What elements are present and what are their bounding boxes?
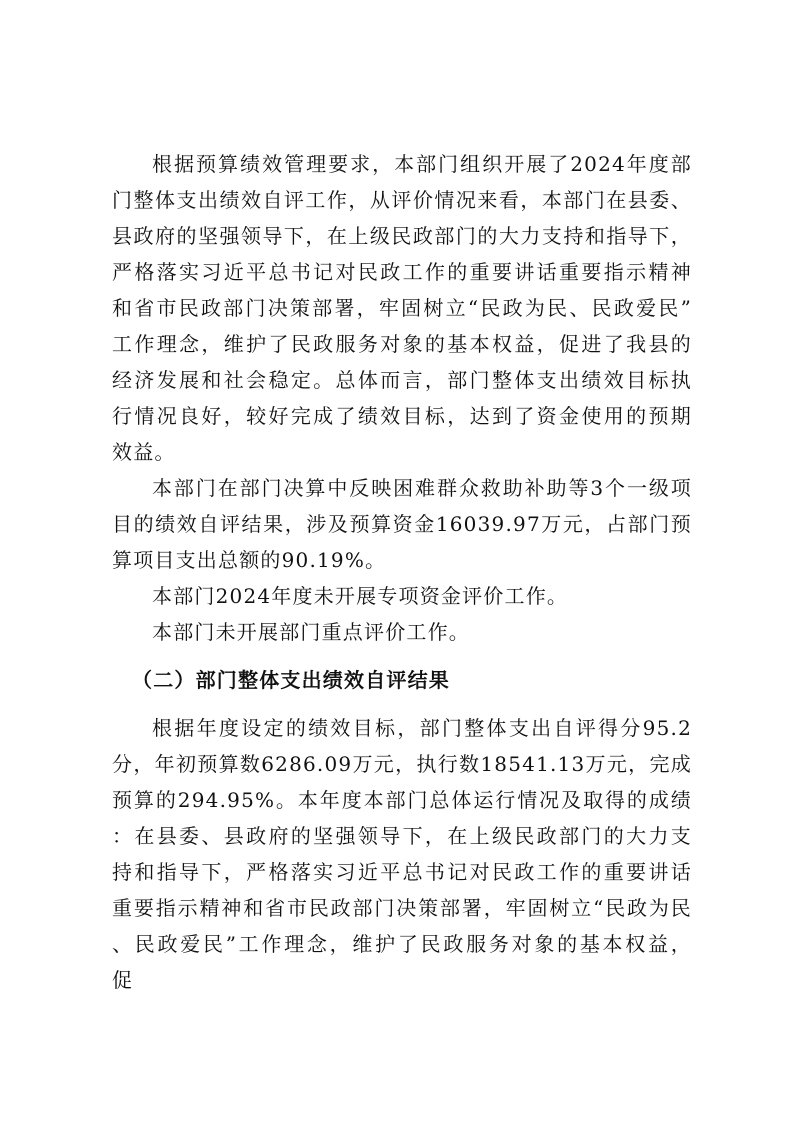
paragraph-line: 行情况良好，较好完成了绩效目标，达到了资金使用的预期 [112,404,692,428]
paragraph-line: 门整体支出绩效自评工作，从评价情况来看，本部门在县委、 [112,188,692,212]
paragraph-line: 经济发展和社会稳定。总体而言，部门整体支出绩效目标执 [112,368,692,392]
paragraph-line: 重要指示精神和省市民政部门决策部署，牢固树立“民政为民 [112,896,692,920]
paragraph-line: 县政府的坚强领导下，在上级民政部门的大力支持和指导下， [112,224,692,248]
paragraph-line: 本部门在部门决算中反映困难群众救助补助等3个一级项 [152,476,692,500]
paragraph-line: 本部门2024年度未开展专项资金评价工作。 [152,584,569,608]
paragraph-line: 目的绩效自评结果，涉及预算资金16039.97万元，占部门预 [112,512,692,536]
paragraph-line: 效益。 [112,440,176,464]
paragraph-line: 工作理念，维护了民政服务对象的基本权益，促进了我县的 [112,332,692,356]
paragraph-line: 根据预算绩效管理要求，本部门组织开展了2024年度部 [152,152,692,176]
paragraph-line: 算项目支出总额的90.19%。 [112,548,387,572]
paragraph-line: 根据年度设定的绩效目标，部门整体支出自评得分95.2 [152,716,692,740]
paragraph-line: 促 [112,968,134,992]
paragraph-line: 预算的294.95%。本年度本部门总体运行情况及取得的成绩 [112,788,692,812]
paragraph-line: 、民政爱民”工作理念，维护了民政服务对象的基本权益， [112,932,692,956]
paragraph-line: 持和指导下，严格落实习近平总书记对民政工作的重要讲话 [112,860,692,884]
paragraph-line: 和省市民政部门决策部署，牢固树立“民政为民、民政爱民” [112,296,692,320]
paragraph-line: ：在县委、县政府的坚强领导下，在上级民政部门的大力支 [112,824,692,848]
section-heading: （二）部门整体支出绩效自评结果 [132,668,450,692]
paragraph-line: 严格落实习近平总书记对民政工作的重要讲话重要指示精神 [112,260,692,284]
paragraph-line: 本部门未开展部门重点评价工作。 [152,620,470,644]
paragraph-line: 分，年初预算数6286.09万元，执行数18541.13万元，完成 [112,752,692,776]
